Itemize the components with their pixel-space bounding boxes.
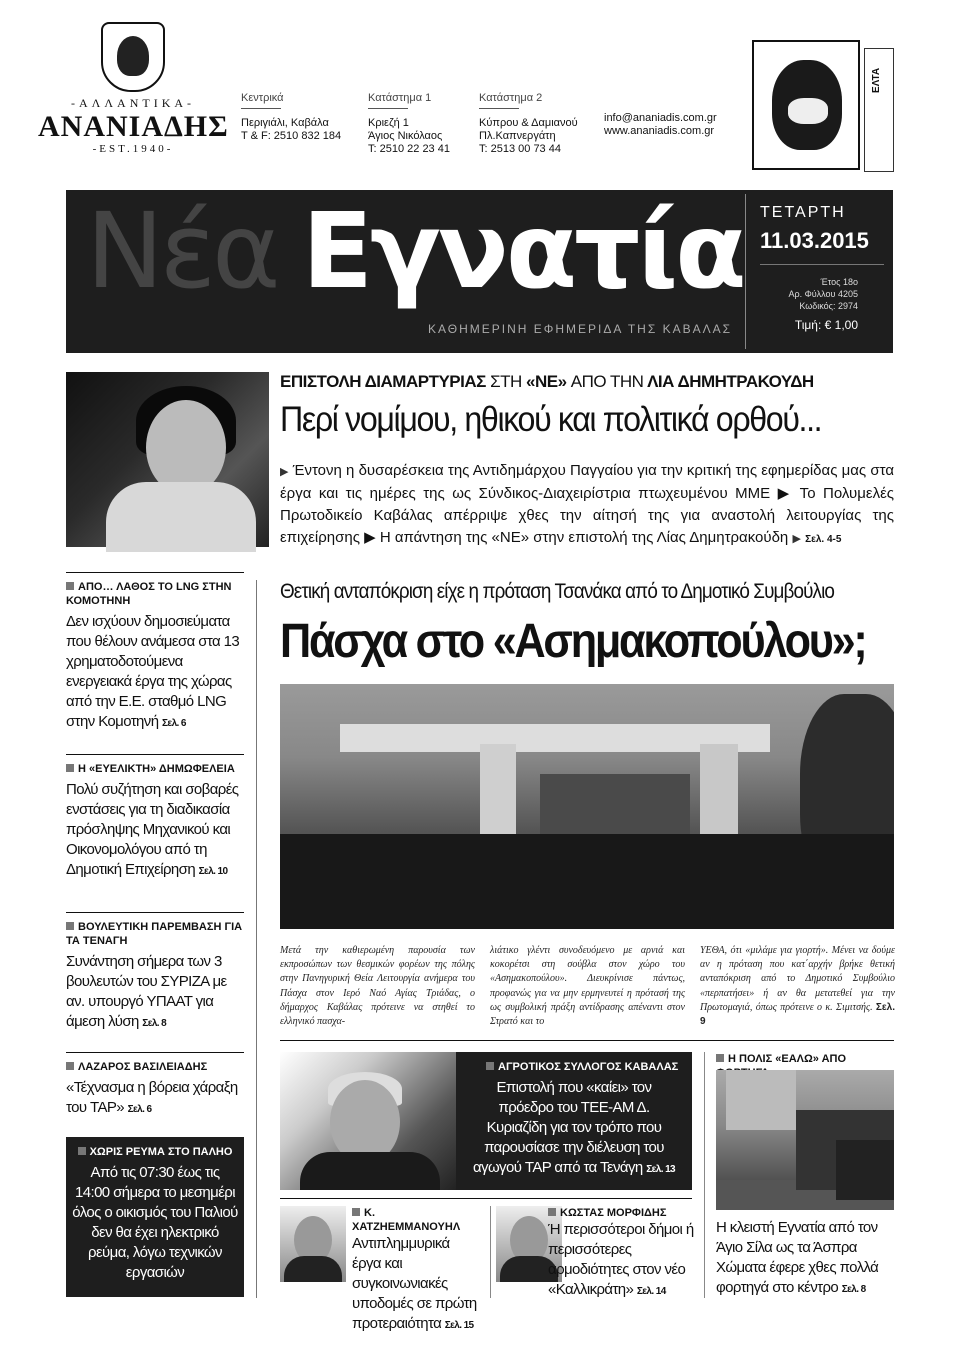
logo-est: -EST.1940- xyxy=(92,143,174,155)
trucks-story[interactable] xyxy=(716,1218,894,1300)
page-ref: Σελ. 6 xyxy=(127,1104,152,1115)
hatziemmanouil-photo xyxy=(280,1206,346,1282)
column-divider xyxy=(704,1052,705,1298)
brief-head: ΑΓΡΟΤΙΚΟΣ ΣΥΛΛΟΓΟΣ ΚΑΒΑΛΑΣ xyxy=(498,1061,679,1073)
masthead-rule xyxy=(760,264,884,265)
triangle-bullet-icon: ▶ xyxy=(280,466,289,478)
column-rule xyxy=(66,912,244,913)
section-rule xyxy=(280,1040,894,1041)
brief-body: Ή περισσότεροι δήμοι ή περισσότερες αρμοδιότητες στον νέο «Καλλικράτη» xyxy=(548,1221,694,1298)
ad-website[interactable]: www.ananiadis.com.gr xyxy=(604,125,715,137)
brief-head: Κ. ΧΑΤΖΗΕΜΜΑΝΟΥΗΛ xyxy=(352,1207,461,1233)
brief-lng[interactable] xyxy=(66,580,244,734)
square-bullet-icon xyxy=(352,1208,360,1216)
agro-box[interactable] xyxy=(456,1052,692,1190)
ad-email[interactable]: info@ananiadis.com.gr xyxy=(604,112,717,124)
brief-head: ΛΑΖΑΡΟΣ ΒΑΣΙΛΕΙΑΔΗΣ xyxy=(78,1061,208,1073)
square-bullet-icon xyxy=(66,922,74,930)
store-line: Κύπρου & Δαμιανού xyxy=(479,117,578,129)
store-line: Τ: 2513 00 73 44 xyxy=(479,143,561,155)
mini-story-hatziemmanouil[interactable] xyxy=(352,1206,482,1336)
top-story-lede xyxy=(280,460,894,551)
page-ref: Σελ. 10 xyxy=(198,866,228,877)
brief-body: «Τέχνασμα η βόρεια χάραξη του TAP» xyxy=(66,1079,238,1116)
page-ref: Σελ. 8 xyxy=(142,1018,167,1029)
ad-contact xyxy=(604,112,717,138)
main-story-kicker: Θετική ανταπόκριση είχε η πρόταση Τσανάκα από το Δημοτικό Συμβούλιο xyxy=(280,580,835,603)
main-story-photo xyxy=(280,684,894,929)
masthead-subtitle: ΚΑΘΗΜΕΡΙΝΗ ΕΦΗΜΕΡΙΔΑ ΤΗΣ ΚΑΒΑΛΑΣ xyxy=(428,322,733,336)
column-rule xyxy=(66,572,244,573)
main-story-col3 xyxy=(700,944,895,1029)
store-label: Κατάστημα 2 xyxy=(479,92,543,104)
store-1 xyxy=(368,88,450,156)
kicker-part: ΛΙΑ ΔΗΜΗΤΡΑΚΟΥΔΗ xyxy=(647,372,814,391)
section-rule xyxy=(280,1198,692,1199)
page-ref: Σελ. 9 xyxy=(700,1001,896,1028)
square-bullet-icon xyxy=(66,764,74,772)
page-ref: Σελ. 8 xyxy=(841,1284,866,1295)
main-story-col2: λιάτικο γλέντι συνοδευόμενο με αρνιά και κοκορέτσι στη σούβλα στον χώρο του «Ασημακοπούλου». Διευκρίνισε πάντως, προφανώς για να μην ερμηνευτεί η πρότασή της ως συμβολική πράξη αντίδρασης απέναντι στον Στρατό και το xyxy=(490,945,685,1028)
triangle-bullet-icon: ▶ xyxy=(792,533,801,545)
top-story-kicker xyxy=(280,372,814,392)
trucks-photo xyxy=(716,1070,894,1210)
store-line: Τ: 2510 22 23 41 xyxy=(368,143,450,155)
ananiadis-logo xyxy=(38,22,228,172)
elta-label: ΕΛΤΑ xyxy=(871,67,882,93)
masthead-title-light: Νέα xyxy=(86,190,277,312)
square-bullet-icon xyxy=(66,582,74,590)
issue-price: Τιμή: € 1,00 xyxy=(794,318,858,332)
brief-head: ΚΩΣΤΑΣ ΜΟΡΦΙΔΗΣ xyxy=(560,1207,667,1219)
lion-illustration-icon xyxy=(752,40,860,170)
logo-name: ΑΝΑΝΙΑΔΗΣ xyxy=(38,110,229,143)
issue-day: ΤΕΤΑΡΤΗ xyxy=(760,204,846,221)
top-story-photo xyxy=(66,372,269,547)
brief-head: Η ΠΟΛΙΣ «ΕΑΛΩ» ΑΠΟ xyxy=(728,1053,847,1065)
page-ref: Σελ. 4-5 xyxy=(805,534,842,545)
square-bullet-icon xyxy=(78,1147,86,1155)
logo-top-text: -ΑΛΛΑΝΤΙΚΑ- xyxy=(70,96,196,110)
brief-head: ΧΩΡΙΣ ΡΕΥΜΑ ΣΤΟ ΠΑΛΗΟ xyxy=(89,1146,233,1158)
page-ref: Σελ. 15 xyxy=(444,1320,474,1331)
column-divider xyxy=(256,580,257,1298)
square-bullet-icon xyxy=(66,1062,74,1070)
store-line: Άγιος Νικόλαος xyxy=(368,130,443,142)
kicker-part: «ΝΕ» xyxy=(526,372,567,391)
brief-body: Επιστολή που «καίει» τον πρόεδρο του ΤΕΕ-ΑΜ Δ. Κυριαζίδη για τον τρόπο που παρουσίασε την διέλευση του αγωγού TAP από τα Τενάγη xyxy=(472,1079,664,1176)
page-ref: Σελ. 6 xyxy=(162,718,186,729)
masthead-divider xyxy=(745,194,746,349)
column-rule xyxy=(66,1052,244,1053)
kicker-part: ΑΠΟ ΤΗΝ xyxy=(570,372,644,391)
store-label: Κατάστημα 1 xyxy=(368,92,432,104)
column-divider xyxy=(490,1206,491,1298)
store-2 xyxy=(479,88,578,156)
square-bullet-icon xyxy=(486,1062,494,1070)
brief-vasileiadis[interactable] xyxy=(66,1060,244,1120)
lede-text: Έντονη η δυσαρέσκεια της Αντιδημάρχου Παγγαίου για την κριτική της εφημερίδας μας στα έργα και τις ημέρες της ως Σύνδικος-Διαχειρίστρια πτωχευμένου ΜΜΕ ▶ Το Πολυμελές Πρωτοδικείο Καβάλας απέρριψε χθες την αίτησή της για αναστολή λειτουργίας της επιχείρησης ▶ Η απάντηση της «ΝΕ» στην επιστολή της Λίας Δημητρακούδη xyxy=(280,462,894,546)
brief-dimofeleia[interactable] xyxy=(66,762,244,882)
store-line: Περιγιάλι, Καβάλα xyxy=(241,117,329,129)
main-story-col1: Μετά την καθιερωμένη παρουσία των εκπροσώπων των θεσμικών φορέων της πόλης στην Πανηγυρική Θεία Λειτουργία ανήμερα του Πάσχα στον Ιερό Ναό Αγίας Τριάδας, ο δήμαρχος Καβάλας πρότεινε να στηθεί το ελληνικό πασχα- xyxy=(280,945,475,1028)
kicker-part: ΣΤΗ xyxy=(490,372,522,391)
brief-head: ΑΠΟ… ΛΑΘΟΣ ΤΟ LNG ΣΤΗΝ ΚΟΜΟΤΗΝΗ xyxy=(66,581,232,607)
store-label: Κεντρικά xyxy=(241,92,284,104)
brief-head: ΒΟΥΛΕΥΤΙΚΗ ΠΑΡΕΜΒΑΣΗ ΓΙΑ ΤΑ ΤΕΝΑΓΗ xyxy=(66,921,243,947)
issue-info xyxy=(760,276,858,312)
store-line: Τ & F: 2510 832 184 xyxy=(241,130,342,142)
store-line: Πλ.Καπνεργάτη xyxy=(479,130,556,142)
page-ref: Σελ. 13 xyxy=(646,1164,676,1175)
main-story-headline[interactable]: Πάσχα στο «Ασημακοπούλου»; xyxy=(280,615,866,668)
issue-date: 11.03.2015 xyxy=(760,228,869,253)
column-rule xyxy=(66,754,244,755)
issue-code: Κωδικός: 2974 xyxy=(799,301,858,311)
top-story-headline[interactable]: Περί νομίμου, ηθικού και πολιτικά ορθού... xyxy=(280,400,822,439)
brief-body: Συνάντηση σήμερα των 3 βουλευτών του ΣΥΡΙΖΑ με αν. υπουργό ΥΠΑΑΤ για άμεση λύση xyxy=(66,953,227,1030)
square-bullet-icon xyxy=(716,1054,724,1062)
brief-body: Από τις 07:30 έως τις 14:00 σήμερα το μεσημέρι όλος ο οικισμός του Παλιού δεν θα έχει ηλεκτρικό ρεύμα, λόγω τεχνικών εργασιών xyxy=(72,1164,238,1281)
mini-story-morfidis[interactable] xyxy=(548,1206,694,1302)
brief-head: Η «ΕΥΕΛΙΚΤΗ» ΔΗΜΩΦΕΛΕΙΑ xyxy=(78,763,235,775)
kyriazidis-photo xyxy=(280,1052,456,1190)
kicker-part: ΕΠΙΣΤΟΛΗ ΔΙΑΜΑΡΤΥΡΙΑΣ xyxy=(280,372,486,391)
square-bullet-icon xyxy=(548,1208,556,1216)
brief-body: Η κλειστή Εγνατία από τον Άγιο Σίλα ως τα Άσπρα Χώματα έφερε χθες πολλά φορτηγά στο κέντρο xyxy=(716,1219,879,1296)
page-ref: Σελ. 14 xyxy=(636,1286,666,1297)
issue-year: Έτος 18ο xyxy=(820,277,858,287)
store-main xyxy=(241,88,341,143)
lion-crest-icon xyxy=(101,22,165,92)
col3-text: ΥΕΘΑ, ότι «μιλάμε για γιορτή». Μένει να δούμε αν η πρόταση που κατ΄αρχήν βρήκε θετική ανταπόκριση από το Δημοτικό Συμβούλιο «περπατήσει» ή αν θα μετατεθεί για την Πρωτομαγιά, όπως πρότεινε ο κ. Σιμιτσής. xyxy=(700,945,895,1013)
brief-body: Δεν ισχύουν δημοσιεύματα που θέλουν ανάμεσα στα 13 χρηματοδοτούμενα ενεργειακά έργα της χώρας από την Ε.Ε. σταθμό LNG στην Κομοτηνή xyxy=(66,613,240,730)
masthead-title-bold: Εγνατία xyxy=(302,190,744,312)
brief-body: Πολύ συζήτηση και σοβαρές ενστάσεις για τη διαδικασία πρόσληψης Μηχανικού και Οικονομολόγου από τη Δημοτική Επιχείρηση xyxy=(66,781,239,878)
brief-body: Αντιπλημμυρικά έργα και συγκοινωνιακές υποδομές σε πρώτη προτεραιότητα xyxy=(352,1235,477,1332)
elta-postage-icon xyxy=(864,48,894,172)
brief-tenagi[interactable] xyxy=(66,920,244,1034)
store-line: Κριεζή 1 xyxy=(368,117,409,129)
power-outage-box[interactable] xyxy=(66,1137,244,1297)
issue-sheet: Αρ. Φύλλου 4205 xyxy=(788,289,858,299)
